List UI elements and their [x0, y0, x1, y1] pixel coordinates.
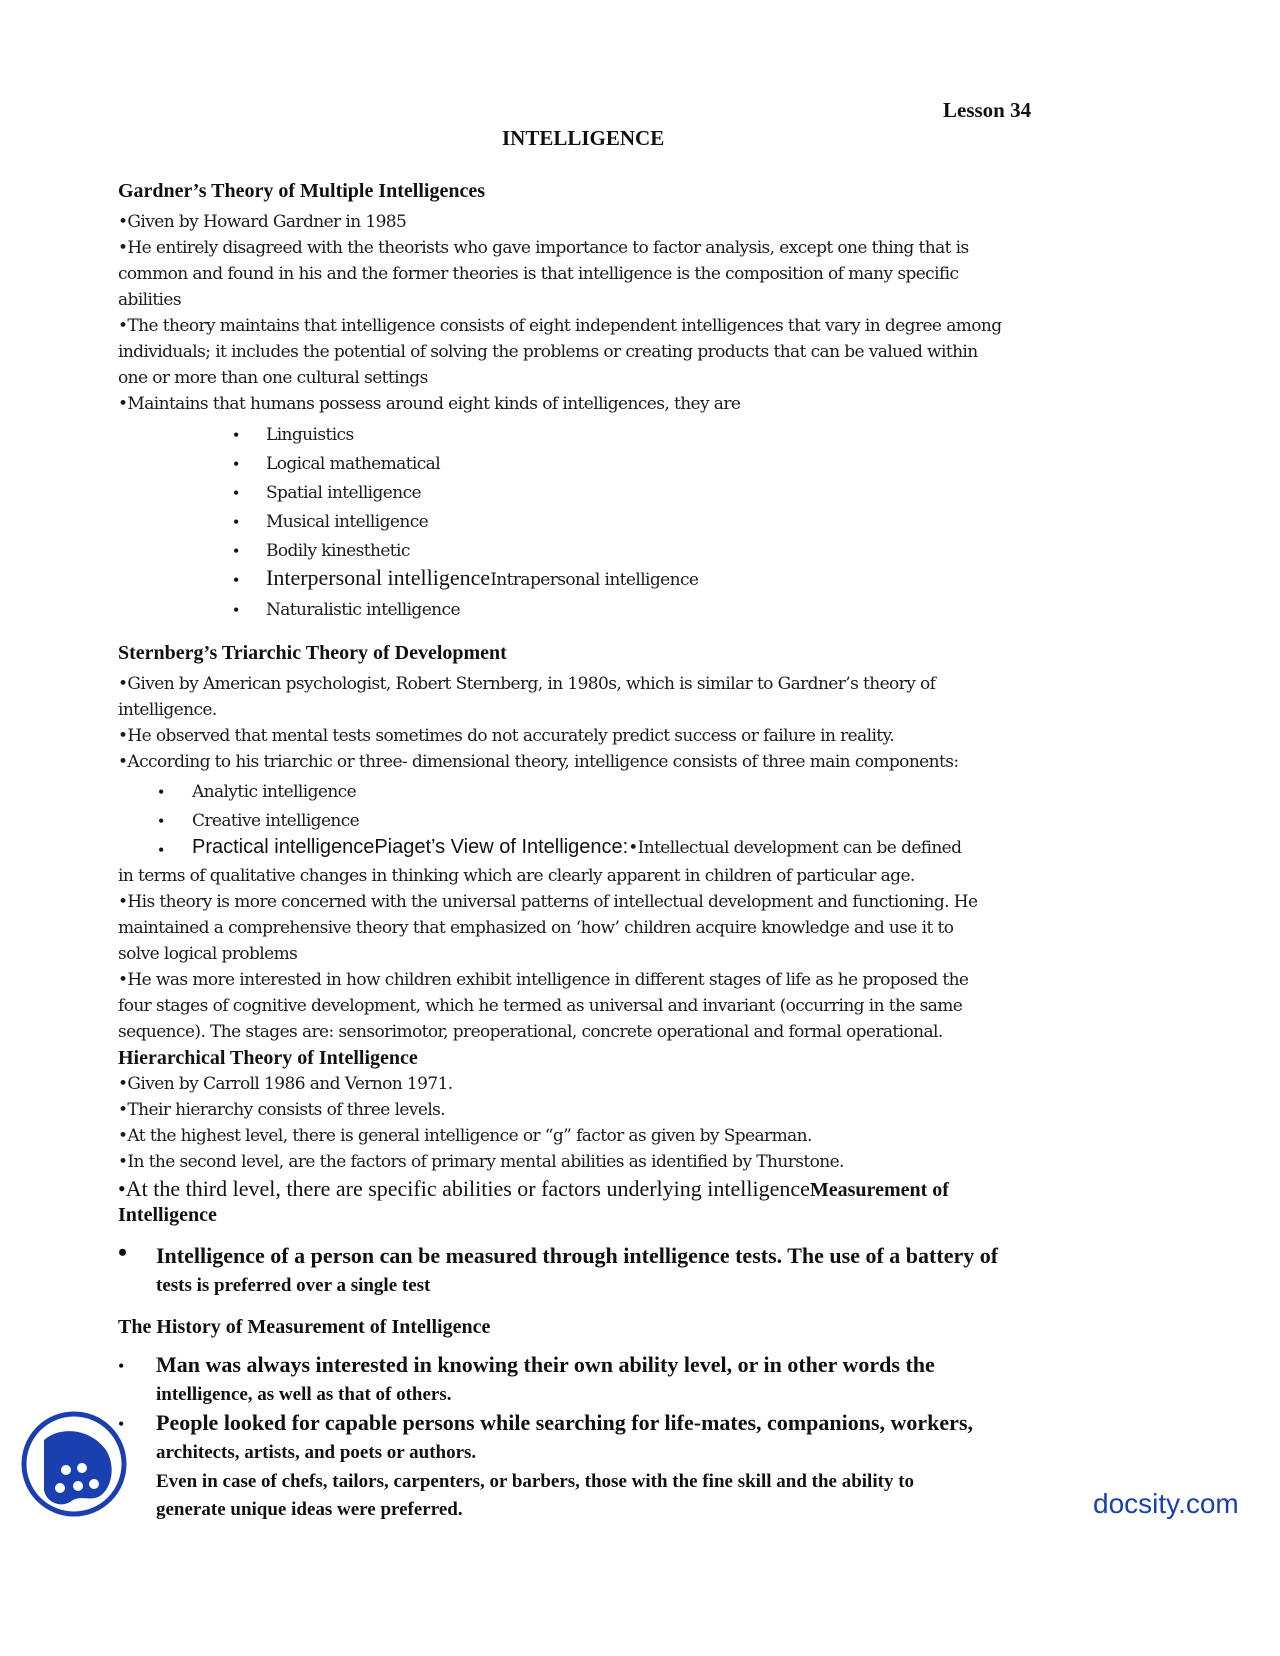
measurement-heading-part2: Intelligence	[118, 1204, 217, 1226]
gardner-line: abilities	[118, 290, 181, 310]
gardner-line: •Given by Howard Gardner in 1985	[118, 212, 407, 232]
hierarchical-line: •Their hierarchy consists of three levels.	[118, 1100, 446, 1120]
piaget-line: •He was more interested in how children exhibit intelligence in different stages of life as he proposed the	[118, 970, 969, 990]
sternberg-heading: Sternberg’s Triarchic Theory of Development	[118, 642, 507, 664]
history-heading: The History of Measurement of Intelligence	[118, 1316, 491, 1338]
history-item: People looked for capable persons while searching for life-mates, companions, workers,	[156, 1410, 974, 1435]
bullet-icon: •	[158, 811, 165, 831]
list-item: Spatial intelligence	[266, 483, 421, 503]
hierarchical-last-text: •At the third level, there are specific abilities or factors underlying intelligence	[118, 1176, 810, 1201]
list-item: Linguistics	[266, 425, 354, 445]
list-item	[266, 565, 698, 591]
piaget-line: •His theory is more concerned with the universal patterns of intellectual development and functioning. He	[118, 892, 978, 912]
measurement-heading-part1: Measurement of	[809, 1179, 949, 1201]
list-item-small-text: Intrapersonal intelligence	[490, 570, 699, 590]
piaget-line: sequence). The stages are: sensorimotor, preoperational, concrete operational and formal operational.	[118, 1022, 943, 1042]
list-item: Logical mathematical	[266, 454, 441, 474]
docsity-watermark[interactable]: docsity.com	[1093, 1488, 1239, 1519]
list-item-big-text: Interpersonal intelligence	[266, 565, 491, 590]
measurement-line: Intelligence of a person can be measured through intelligence tests. The use of a battery of	[156, 1243, 999, 1268]
list-item: Naturalistic intelligence	[266, 600, 460, 620]
history-item: architects, artists, and poets or authors.	[156, 1442, 477, 1463]
bullet-icon: •	[233, 454, 240, 474]
piaget-line: in terms of qualitative changes in thinking which are clearly apparent in children of particular age.	[118, 866, 915, 886]
gardner-line: •He entirely disagreed with the theorists who gave importance to factor analysis, except one thing that is	[118, 238, 969, 258]
history-item: generate unique ideas were preferred.	[156, 1499, 463, 1520]
hierarchical-line: •In the second level, are the factors of primary mental abilities as identified by Thurstone.	[118, 1152, 844, 1172]
sternberg-line: •He observed that mental tests sometimes do not accurately predict success or failure in reality.	[118, 726, 895, 746]
history-item: Even in case of chefs, tailors, carpenters, or barbers, those with the fine skill and the ability to	[156, 1471, 915, 1492]
bullet-icon: •	[233, 425, 240, 445]
page-title: INTELLIGENCE	[502, 126, 665, 150]
bullet-icon: •	[233, 541, 240, 561]
sternberg-line: intelligence.	[118, 700, 217, 720]
bullet-icon: •	[158, 782, 165, 802]
list-item: Analytic intelligence	[192, 782, 357, 802]
gardner-line: •The theory maintains that intelligence consists of eight independent intelligences that vary in degree among	[118, 316, 1002, 336]
list-item: Creative intelligence	[192, 811, 360, 831]
list-item: Bodily kinesthetic	[266, 541, 410, 561]
list-item-big-text: Practical intelligencePiaget’s View of Intelligence:	[192, 836, 629, 858]
measurement-line: tests is preferred over a single test	[156, 1275, 431, 1296]
piaget-line: maintained a comprehensive theory that emphasized on ‘how’ children acquire knowledge and use it to	[118, 918, 954, 938]
gardner-line: individuals; it includes the potential of solving the problems or creating products that can be valued within	[118, 342, 978, 362]
lesson-label: Lesson 34	[943, 98, 1032, 122]
list-item-small-text: •Intellectual development can be defined	[628, 838, 962, 858]
hierarchical-heading: Hierarchical Theory of Intelligence	[118, 1047, 418, 1069]
bullet-icon: •	[233, 600, 240, 620]
history-item: intelligence, as well as that of others.	[156, 1384, 452, 1405]
gardner-heading: Gardner’s Theory of Multiple Intelligences	[118, 180, 485, 202]
gardner-line: •Maintains that humans possess around eight kinds of intelligences, they are	[118, 394, 741, 414]
sternberg-line: •Given by American psychologist, Robert Sternberg, in 1980s, which is similar to Gardner’s theory of	[118, 674, 936, 694]
hierarchical-line	[118, 1176, 949, 1202]
bullet-icon: •	[233, 483, 240, 503]
bullet-icon: •	[158, 840, 165, 860]
sternberg-line: •According to his triarchic or three- dimensional theory, intelligence consists of three main components:	[118, 752, 959, 772]
list-item	[192, 836, 961, 859]
docsity-logo-icon	[20, 1410, 128, 1518]
hierarchical-line: •Given by Carroll 1986 and Vernon 1971.	[118, 1074, 453, 1094]
hierarchical-line: •At the highest level, there is general intelligence or “g” factor as given by Spearman.	[118, 1126, 812, 1146]
piaget-line: solve logical problems	[118, 944, 298, 964]
bullet-icon: •	[118, 1238, 128, 1267]
gardner-line: one or more than one cultural settings	[118, 368, 428, 388]
bullet-icon: •	[118, 1356, 125, 1376]
gardner-line: common and found in his and the former theories is that intelligence is the composition of many specific	[118, 264, 959, 284]
list-item: Musical intelligence	[266, 512, 429, 532]
piaget-line: four stages of cognitive development, which he termed as universal and invariant (occurring in the same	[118, 996, 963, 1016]
history-item: Man was always interested in knowing their own ability level, or in other words the	[156, 1352, 935, 1377]
bullet-icon: •	[118, 1414, 125, 1434]
bullet-icon: •	[233, 570, 240, 590]
bullet-icon: •	[233, 512, 240, 532]
